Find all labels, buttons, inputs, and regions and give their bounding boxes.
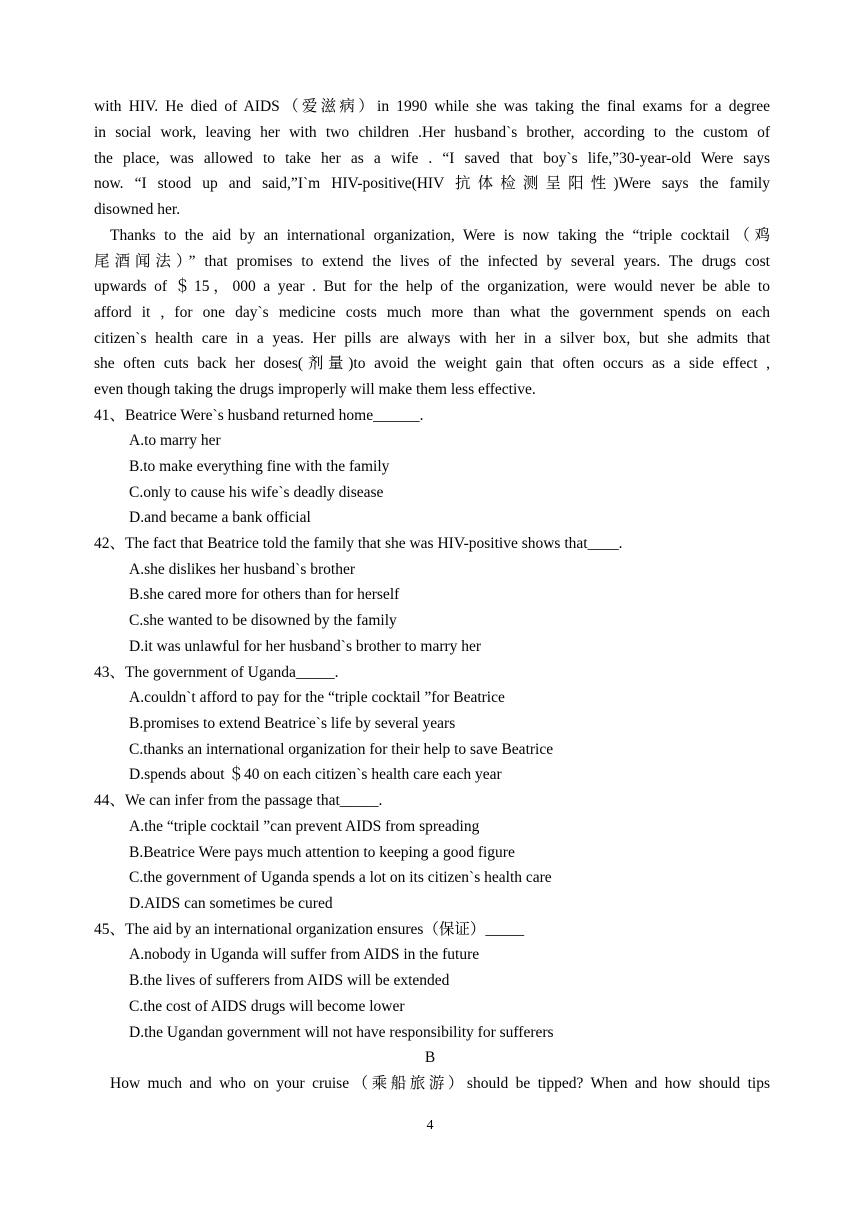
- passage-line: upwards of ＄15，000 a year . But for the help of the organization, were would never be able to: [94, 278, 770, 295]
- answer-option: B.the lives of sufferers from AIDS will be extended: [129, 972, 450, 989]
- answer-option: B.she cared more for others than for herself: [129, 586, 400, 603]
- answer-option: D.AIDS can sometimes be cured: [129, 895, 333, 912]
- question-stem: 45、The aid by an international organization ensures（保证）_____: [94, 921, 525, 938]
- answer-option: D.the Ugandan government will not have responsibility for sufferers: [129, 1024, 554, 1041]
- passage-line: afford it , for one day`s medicine costs much more than what the government spends on each: [94, 304, 770, 321]
- question-stem: 43、The government of Uganda_____.: [94, 664, 339, 681]
- passage-line: citizen`s health care in a yeas. Her pills are always with her in a silver box, but she admits that: [94, 330, 770, 347]
- answer-option: D.and became a bank official: [129, 509, 311, 526]
- section-first-line: How much and who on your cruise（乘船旅游）should be tipped? When and how should tips: [110, 1075, 770, 1092]
- passage-line: with HIV. He died of AIDS（爱滋病）in 1990 while she was taking the final exams for a degree: [94, 98, 770, 115]
- section-heading: B: [424, 1049, 436, 1066]
- answer-option: D.it was unlawful for her husband`s brother to marry her: [129, 638, 482, 655]
- answer-option: A.nobody in Uganda will suffer from AIDS in the future: [129, 946, 480, 963]
- answer-option: B.promises to extend Beatrice`s life by several years: [129, 715, 456, 732]
- answer-option: B.to make everything fine with the family: [129, 458, 390, 475]
- passage-line: 尾酒闻法）” that promises to extend the lives of the infected by several years. The drugs cost: [94, 253, 770, 270]
- question-stem: 42、The fact that Beatrice told the family that she was HIV-positive shows that____.: [94, 535, 623, 552]
- passage-line: Thanks to the aid by an international organization, Were is now taking the “triple cocktail（鸡: [110, 227, 770, 244]
- answer-option: C.only to cause his wife`s deadly disease: [129, 484, 384, 501]
- question-stem: 41、Beatrice Were`s husband returned home______.: [94, 407, 424, 424]
- passage-line: the place, was allowed to take her as a wife . “I saved that boy`s life,”30-year-old Were says: [94, 150, 770, 167]
- answer-option: C.she wanted to be disowned by the family: [129, 612, 397, 629]
- answer-option: A.she dislikes her husband`s brother: [129, 561, 355, 578]
- answer-option: C.thanks an international organization for their help to save Beatrice: [129, 741, 554, 758]
- answer-option: A.the “triple cocktail ”can prevent AIDS from spreading: [129, 818, 480, 835]
- answer-option: B.Beatrice Were pays much attention to keeping a good figure: [129, 844, 515, 861]
- passage-line: disowned her.: [94, 201, 181, 218]
- question-stem: 44、We can infer from the passage that_____.: [94, 792, 383, 809]
- passage-line: now. “I stood up and said,”I`m HIV-positive(HIV 抗体检测呈阳性)Were says the family: [94, 175, 770, 192]
- passage-line: even though taking the drugs improperly will make them less effective.: [94, 381, 536, 398]
- answer-option: D.spends about ＄40 on each citizen`s health care each year: [129, 766, 502, 783]
- page-number: 4: [426, 1118, 434, 1133]
- passage-line: in social work, leaving her with two children .Her husband`s brother, according to the custom of: [94, 124, 770, 141]
- answer-option: C.the cost of AIDS drugs will become lower: [129, 998, 405, 1015]
- answer-option: A.to marry her: [129, 432, 221, 449]
- answer-option: A.couldn`t afford to pay for the “triple cocktail ”for Beatrice: [129, 689, 505, 706]
- answer-option: C.the government of Uganda spends a lot on its citizen`s health care: [129, 869, 552, 886]
- passage-line: she often cuts back her doses(剂量)to avoid the weight gain that often occurs as a side effect ,: [94, 355, 770, 372]
